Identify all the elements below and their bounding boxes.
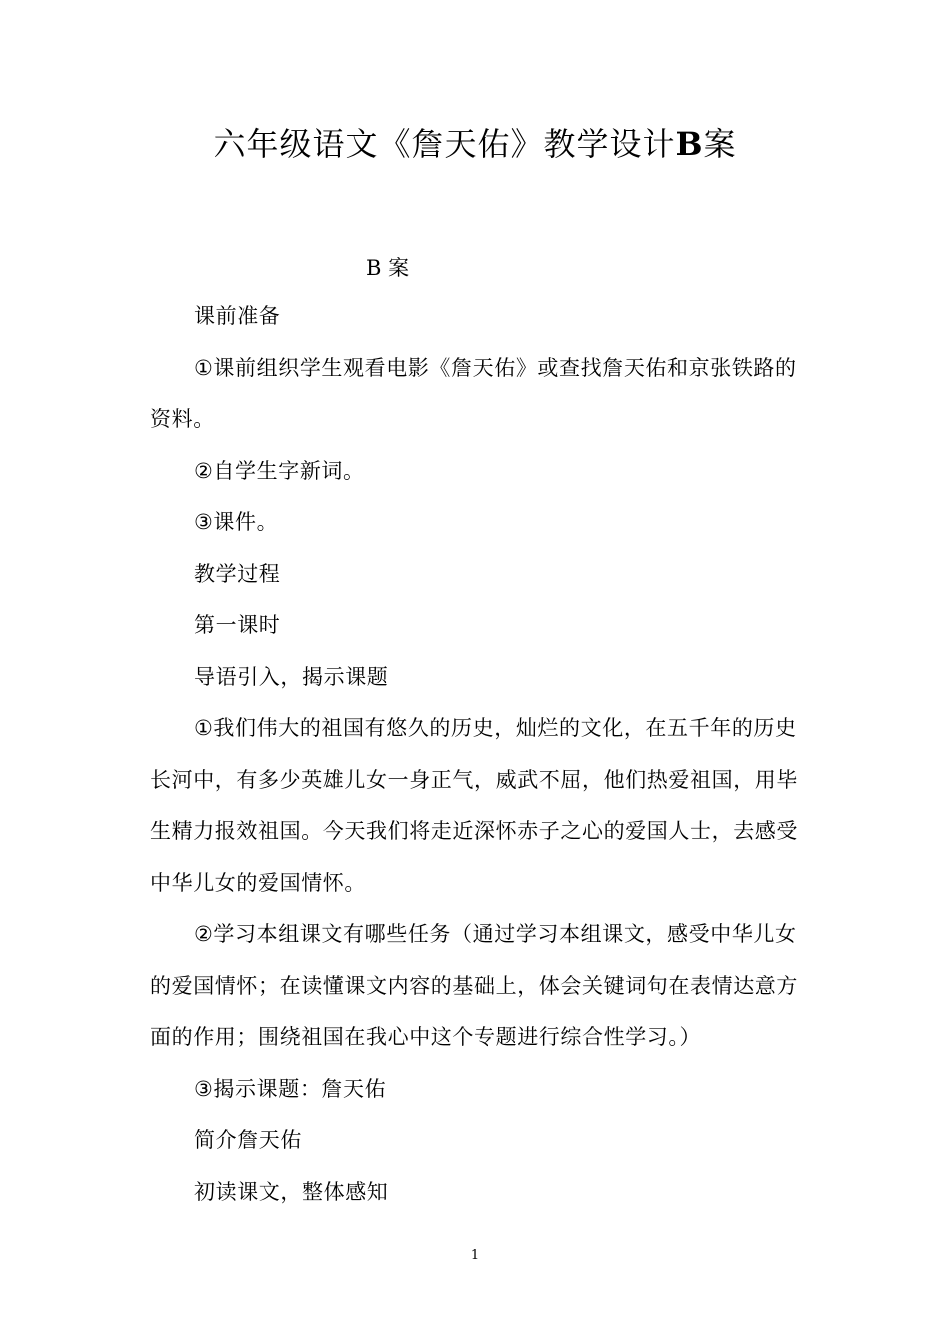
title-letter: B <box>675 125 704 163</box>
document-body <box>150 291 800 1218</box>
paragraph-bio: 简介詹天佑 <box>194 1128 302 1152</box>
paragraph-intro-1: ①我们伟大的祖国有悠久的历史，灿烂的文化，在五千年的历史长河中，有多少英雄儿女一身正气，威武不屈，他们热爱祖国，用毕生精力报效祖国。今天我们将走近深怀赤子之心的爱国人士，去感受中华儿女的爱国情怀。 <box>150 716 798 895</box>
paragraph-prep-heading: 课前准备 <box>194 304 281 328</box>
paragraph-prep-2: ②自学生字新词。 <box>194 458 365 483</box>
paragraph-first-reading: 初读课文，整体感知 <box>194 1179 389 1204</box>
paragraph-process-heading: 教学过程 <box>194 561 281 586</box>
page-number: 1 <box>470 1248 480 1263</box>
section-subtitle: B 案 <box>366 256 410 280</box>
paragraph-intro-heading: 导语引入，揭示课题 <box>194 664 389 689</box>
paragraph-intro-3: ③揭示课题：詹天佑 <box>194 1076 387 1101</box>
document-title <box>0 120 950 168</box>
paragraph-prep-1: ①课前组织学生观看电影《詹天佑》或查找詹天佑和京张铁路的资料。 <box>150 355 797 431</box>
paragraph-lesson-one: 第一课时 <box>194 613 281 637</box>
paragraph-prep-3: ③课件。 <box>194 510 279 534</box>
title-end: 案 <box>703 125 737 163</box>
paragraph-intro-2: ②学习本组课文有哪些任务（通过学习本组课文，感受中华儿女的爱国情怀；在读懂课文内容的基础上，体会关键词句在表情达意方面的作用；围绕祖国在我心中这个专题进行综合性学习。） <box>150 922 798 1049</box>
title-main: 六年级语文《詹天佑》教学设计 <box>213 125 676 163</box>
